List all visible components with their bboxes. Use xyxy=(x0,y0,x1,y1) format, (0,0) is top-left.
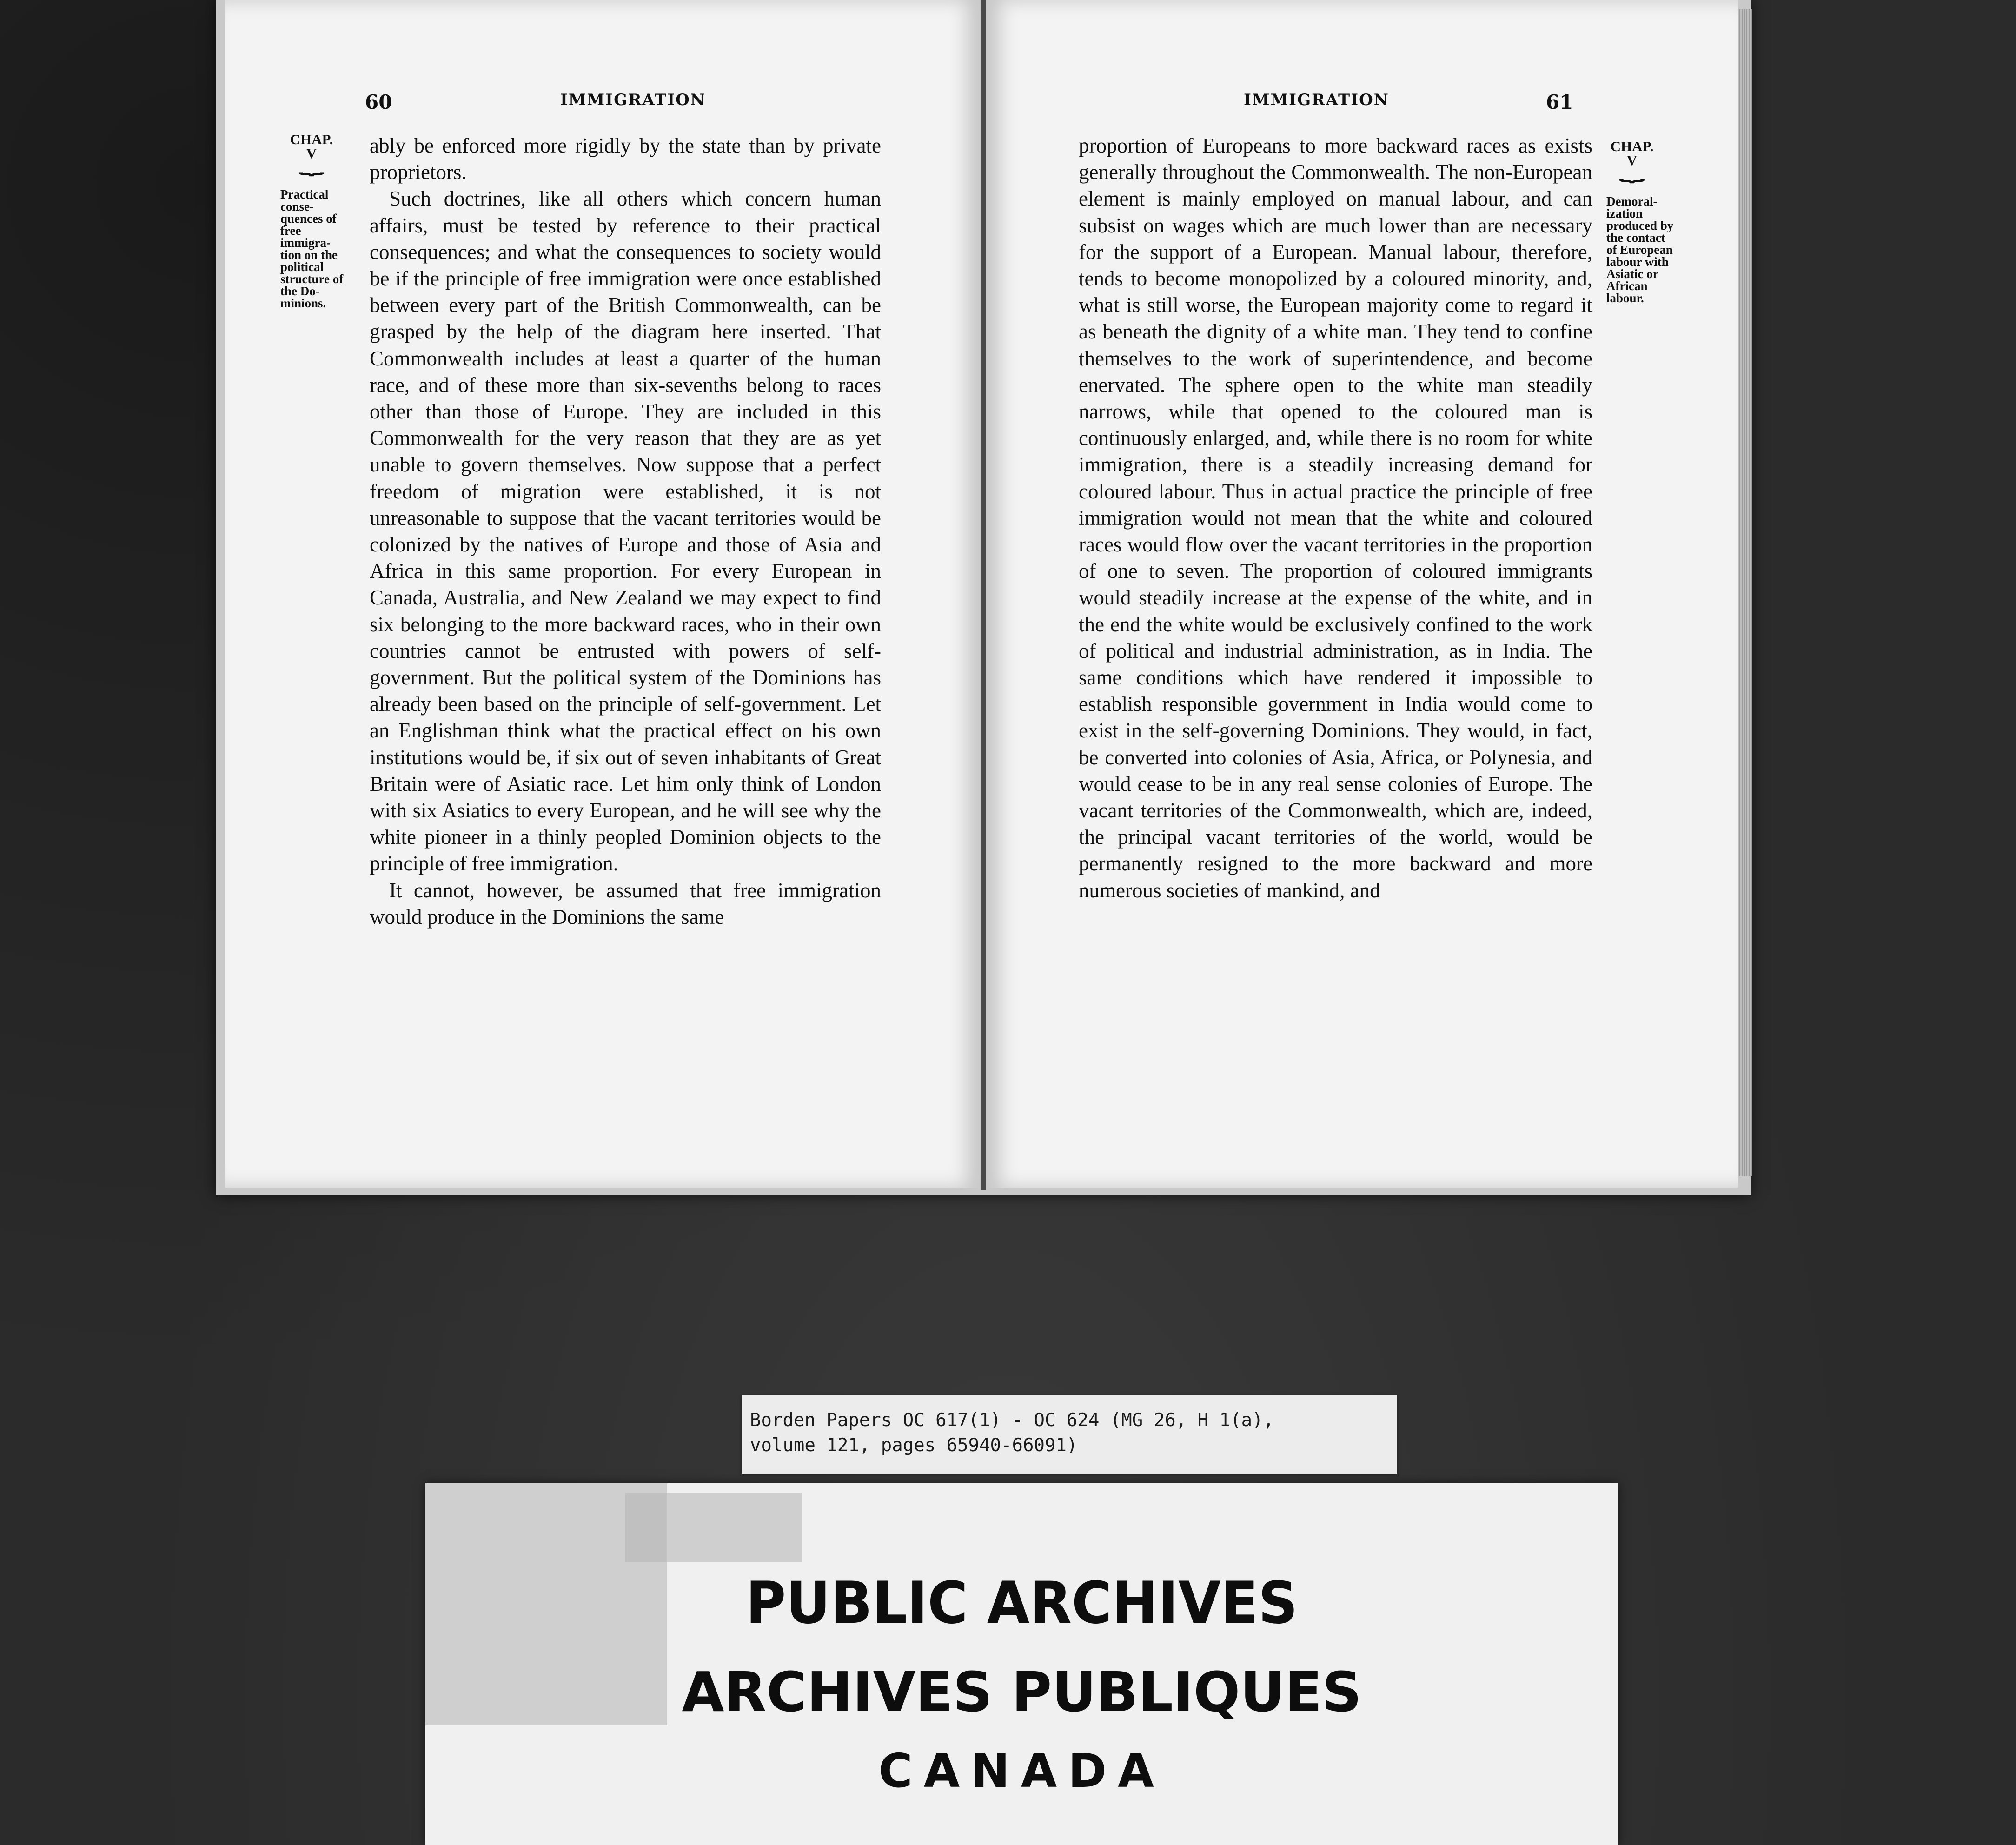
running-head: IMMIGRATION xyxy=(560,91,706,109)
chapter-number: V xyxy=(1626,152,1638,168)
chapter-label: CHAP. xyxy=(1610,138,1654,154)
reference-line: volume 121, pages 65940-66091) xyxy=(750,1435,1078,1456)
page-body xyxy=(370,133,881,930)
right-page xyxy=(986,0,1738,1188)
paragraph: It cannot, however, be assumed that free immigration would produce in the Dominions the same xyxy=(370,878,881,929)
paragraph: proportion of Europeans to more backward races as exists generally throughout the Commonwealth. The non-European element is mainly employed on manual labour, and can subsist on wages which are much lower than are necessary for the support of a European. Manual labour, therefore, tends to become monopolized by a coloured minority, and, what is still worse, the European majority come to regard it as beneath the dignity of a white man. They tend to confine themselves to the work of superintendence, and become enervated. The sphere open to the white man steadily narrows, while that opened to the coloured man is continuously enlarged, and, while there is no room for white immigration, there is a steadily increasing demand for coloured labour. Thus in actual practice the principle of free immigration would not mean that the white and coloured races would flow over the vacant territories in the proportion of one to seven. The proportion of coloured immigrants would steadily increase at the expense of the white, and in the end the white would be exclusively confined to the work of political and industrial administration, as in India. The same conditions which have rendered it impossible to establish responsible government in India would come to exist in the self-governing Dominions. They would, in fact, be converted into colonies of Asia, Africa, or Polynesia, and would cease to be in any real sense colonies of Europe. The vacant territories of the Commonwealth, which are, indeed, the principal vacant territories of the world, would be permanently resigned to the more backward and more numerous societies of mankind, and xyxy=(1079,134,1592,902)
page-number: 60 xyxy=(365,91,392,113)
page-number: 61 xyxy=(1546,91,1573,113)
paragraph: ably be enforced more rigidly by the state than by private proprietors. xyxy=(370,134,881,184)
left-page xyxy=(225,0,981,1188)
archive-reference-slip xyxy=(742,1395,1397,1474)
running-head: IMMIGRATION xyxy=(1244,91,1389,109)
card-country: CANADA xyxy=(878,1744,1165,1798)
brace-icon: ⏟ xyxy=(299,158,324,175)
margin-note: Demoral-ization produced by the contact of European labour with Asiatic or African labour. xyxy=(1606,194,1674,305)
card-title: PUBLIC ARCHIVES xyxy=(745,1569,1298,1637)
chapter-label: CHAP. xyxy=(290,131,333,147)
reference-line: Borden Papers OC 617(1) - OC 624 (MG 26, H 1(a), xyxy=(750,1410,1274,1431)
brace-icon: ⏟ xyxy=(1619,165,1645,182)
margin-note: Practical conse-quences of free immigra-tion on the political structure of the Do-minions. xyxy=(280,187,344,310)
paragraph: Such doctrines, like all others which concern human affairs, must be tested by reference to their practical consequences; and what the consequences to society would be if the principle of free immigration were once established between every part of the British Commonwealth, can be grasped by the help of the diagram here inserted. That Commonwealth includes at least a quarter of the human race, and of these more than six-sevenths belong to races other than those of Europe. They are included in this Commonwealth for the very reason that they are as yet unable to govern themselves. Now suppose that a perfect freedom of migration were established, it is not unreasonable to suppose that the vacant territories would be colonized by the natives of Europe and those of Asia and Africa in this same proportion. For every European in Canada, Australia, and New Zealand we may expect to find six belonging to the more backward races, who in their own countries cannot be entrusted with powers of self-government. But the political system of the Dominions has already been based on the principle of self-government. Let an Englishman think what the practical effect on his own institutions would be, if six out of seven inhabitants of Great Britain were of Asiatic race. Let him only think of London with six Asiatics to every European, and he will see why the white pioneer in a thinly peopled Dominion objects to the principle of free immigration. xyxy=(370,187,881,876)
chapter-marker xyxy=(284,133,339,173)
chapter-number: V xyxy=(306,145,317,161)
card-title-french: ARCHIVES PUBLIQUES xyxy=(682,1660,1362,1724)
open-book xyxy=(216,0,1751,1195)
page-edges xyxy=(1738,9,1752,1176)
book-gutter xyxy=(981,0,986,1190)
page-body xyxy=(1079,133,1592,904)
archives-card xyxy=(425,1483,1618,1845)
tape-strip xyxy=(625,1493,802,1562)
chapter-marker xyxy=(1604,138,1660,182)
